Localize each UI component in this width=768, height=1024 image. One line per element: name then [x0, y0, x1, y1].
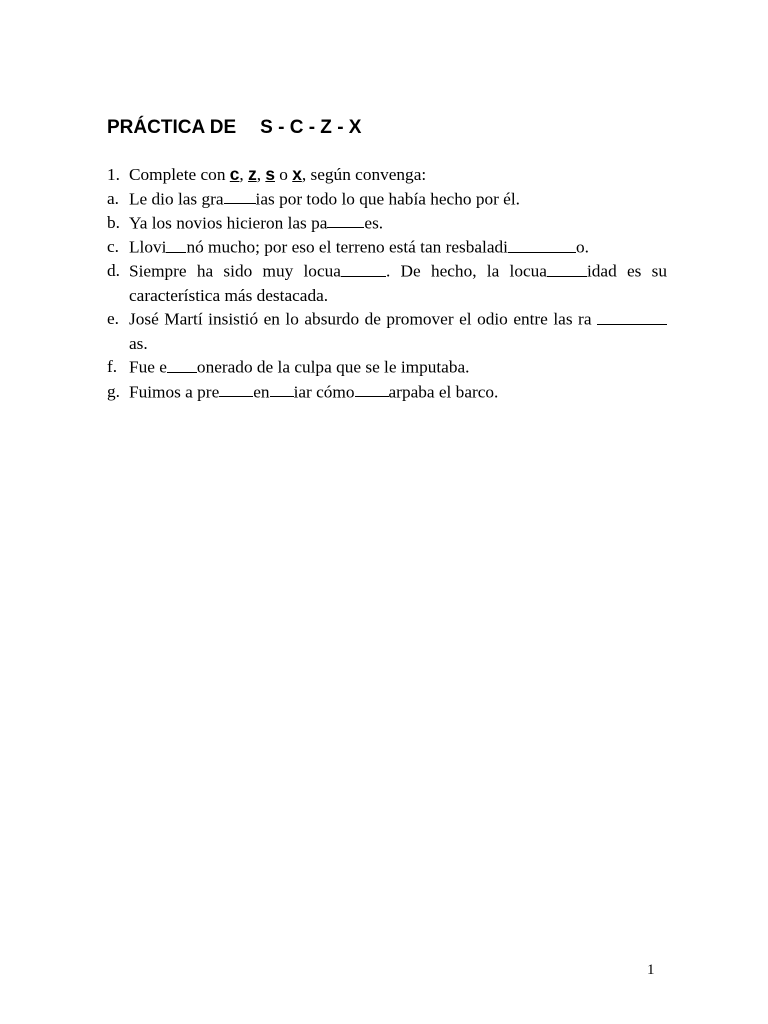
blank-line[interactable]	[547, 259, 587, 276]
title-prefix: PRÁCTICA DE	[107, 117, 237, 138]
text-segment: Siempre ha sido muy locua	[129, 261, 341, 281]
exercise-list	[107, 163, 667, 404]
item-marker: g.	[107, 381, 120, 401]
option-separator: ,	[239, 165, 249, 184]
text-segment: . De hecho, la locua	[385, 261, 547, 281]
exercise-item-c	[107, 235, 667, 259]
blank-line[interactable]	[219, 380, 253, 397]
instruction-marker: 1.	[107, 165, 120, 184]
blank-line[interactable]	[166, 235, 186, 252]
item-text	[129, 259, 667, 307]
item-marker: a.	[107, 188, 119, 208]
text-segment: idad es su característica más destacada.	[129, 261, 668, 305]
item-text	[129, 235, 667, 259]
option-s: s	[265, 164, 275, 184]
text-segment: as.	[129, 333, 148, 353]
text-segment: arpaba el barco.	[388, 382, 499, 402]
item-marker: c.	[107, 237, 119, 257]
text-segment: Fue e	[129, 357, 167, 377]
option-separator: o	[274, 165, 293, 184]
blank-line[interactable]	[597, 307, 667, 324]
title-letters: S - C - Z - X	[260, 117, 362, 138]
item-marker: d.	[107, 261, 120, 281]
blank-line[interactable]	[327, 211, 364, 228]
page-title	[107, 116, 361, 140]
text-segment: Llovi	[129, 237, 167, 257]
item-marker: e.	[107, 309, 119, 329]
item-text	[129, 307, 667, 355]
exercise-item-a	[107, 187, 667, 211]
exercise-item-f	[107, 355, 667, 379]
item-text	[129, 187, 667, 211]
instruction-text-after: , según convenga:	[301, 165, 427, 184]
item-text	[129, 211, 667, 235]
text-segment: Ya los novios hicieron las pa	[129, 213, 328, 233]
exercise-item-b	[107, 211, 667, 235]
instruction-line	[107, 163, 667, 187]
option-z: z	[248, 164, 257, 184]
text-segment: nó mucho; por eso el terreno está tan resbaladi	[186, 237, 508, 257]
instruction-text-before: Complete con	[129, 165, 230, 184]
blank-line[interactable]	[355, 380, 389, 397]
blank-line[interactable]	[224, 187, 256, 204]
text-segment: onerado de la culpa que se le imputaba.	[196, 357, 470, 377]
option-separator: ,	[256, 165, 266, 184]
item-marker: b.	[107, 213, 120, 233]
blank-line[interactable]	[508, 235, 576, 252]
item-text	[129, 355, 667, 379]
text-segment: iar cómo	[293, 382, 355, 402]
text-segment: o.	[575, 237, 589, 257]
text-segment: Le dio las gra	[129, 189, 224, 209]
instruction-text	[129, 163, 667, 187]
option-c: c	[229, 164, 240, 184]
item-text	[129, 380, 667, 404]
text-segment: Fuimos a pre	[129, 382, 220, 402]
text-segment: ias por todo lo que había hecho por él.	[255, 189, 520, 209]
blank-line[interactable]	[270, 380, 294, 397]
exercise-item-g	[107, 380, 667, 404]
page-number: 1	[647, 962, 655, 978]
text-segment: en	[253, 382, 270, 402]
exercise-item-e	[107, 307, 667, 355]
item-marker: f.	[107, 357, 118, 377]
exercise-item-d	[107, 259, 667, 307]
blank-line[interactable]	[341, 259, 386, 276]
blank-line[interactable]	[167, 355, 197, 372]
option-x: x	[292, 164, 302, 184]
text-segment: es.	[364, 213, 384, 233]
text-segment: José Martí insistió en lo absurdo de promover el odio entre las ra	[129, 309, 597, 329]
